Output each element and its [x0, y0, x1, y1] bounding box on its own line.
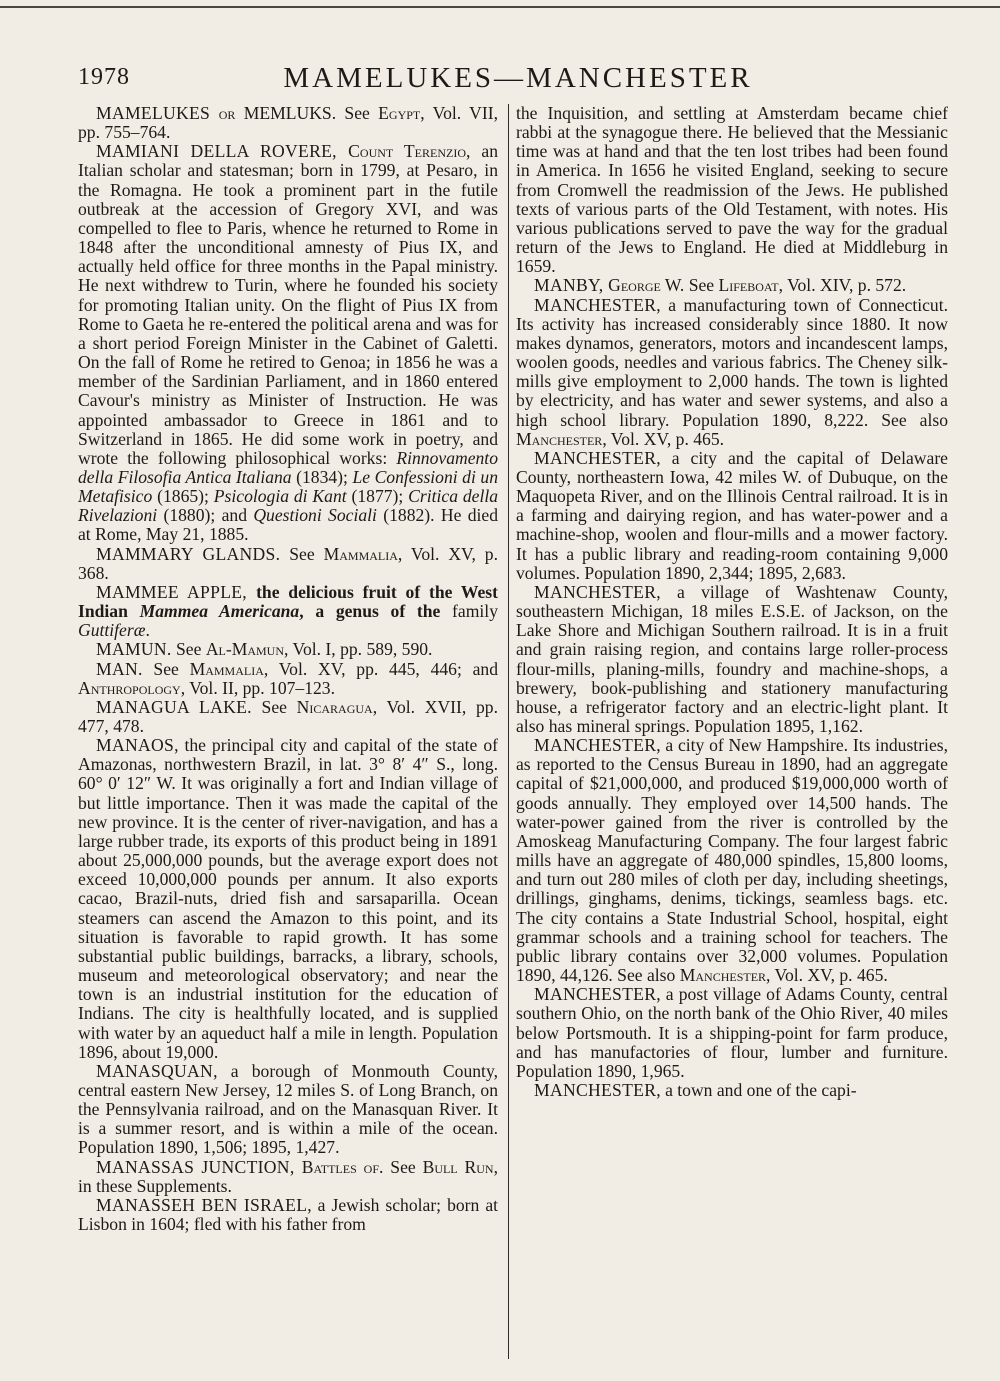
- entry-text: (1834);: [291, 466, 353, 487]
- entry-headword: MAMIANI DELLA ROVERE,: [96, 141, 349, 162]
- entry-headword: MAN.: [96, 658, 143, 679]
- entry-headword: MANCHESTER: [534, 294, 657, 315]
- entry-headword: MANASQUAN: [96, 1060, 214, 1081]
- entry-text: Battles of: [301, 1156, 379, 1177]
- entry-manasseh_cont: [516, 104, 948, 276]
- entry-text: , Vol. XV, pp. 445, 446; and: [263, 658, 498, 679]
- entry-text: Manchester: [679, 965, 767, 986]
- page-header: [78, 62, 958, 102]
- entry-headword: MAMMEE APPLE,: [96, 581, 257, 602]
- entry-text: , a Jewish scholar; born at Lisbon in 1604; fled with his father from: [78, 1194, 498, 1235]
- entry-managua: [78, 698, 498, 736]
- column-divider: [508, 104, 509, 1359]
- entry-text: , Vol. XVII, pp. 477, 478.: [78, 696, 498, 736]
- entry-mammary: [78, 545, 498, 583]
- left-column: [78, 104, 498, 1366]
- entry-headword: MANCHESTER: [534, 984, 657, 1005]
- entry-text: , Vol. XV, p. 368.: [78, 543, 498, 583]
- entry-mammee: [78, 583, 498, 640]
- entry-headword: MAMMARY GLANDS.: [96, 543, 281, 564]
- entry-mamiani: [78, 142, 498, 544]
- entry-text: See: [251, 696, 297, 717]
- entry-text: , the principal city and capital of the state of Amazonas, northwestern Brazil, in lat. 3° 8′ 4″ S., long. 60° 0′ 12″ W. It was originally a fort and Indian village of but little importance. Then it was made the capital of the new province. It is the center of river-navigation, and has a large rubber trade, its exports of this product being in 1891 about 25,000,000 pounds, but the average export does not exceed 10,000,000 pounds per annum. It also exports cacao, Brazil-nuts, dried fish and sarsaparilla. Ocean steamers can ascend the Amazon to this point, and its situation is favorable to rapid growth. It has some substantial public buildings, barracks, a library, schools, museum and meteorological observatory; and near the town is an industrial institution for the education of Indians. The city is healthfully located, and is supplied with water by an aqueduct half a mile in length. Population 1896, about 19,000.: [78, 735, 498, 1062]
- entry-manasseh: [78, 1196, 498, 1234]
- entry-manchester_ia: [516, 449, 948, 583]
- top-rule: [0, 6, 1000, 8]
- entry-text: , in these Supplements.: [78, 1156, 498, 1196]
- entry-manchester_last: [516, 1081, 948, 1100]
- entry-manchester_oh: [516, 985, 948, 1081]
- entry-headword: MAMELUKES: [96, 104, 219, 123]
- entry-text: Questioni Sociali: [253, 505, 377, 526]
- entry-manchester_mi: [516, 583, 948, 736]
- entry-text: (1882). He died at Rome, May 21, 1885.: [78, 505, 498, 545]
- entry-manchester_nh: [516, 736, 948, 985]
- entry-text: , a manufacturing town of Connecticut. Its activity has increased considerably since 1880. It now makes dynamos, generators, motors and incandescent lamps, woolen goods, needles and various fabrics. The Cheney silk-mills give employment to 2,000 hands. The town is lighted by electricity, and has water and sewer systems, and also a high school library. Population 1890, 8,222. See also: [516, 294, 948, 430]
- running-head: MAMELUKES—MANCHESTER: [283, 62, 753, 94]
- entry-text: See: [280, 543, 324, 564]
- entry-text: Psicologia di Kant: [213, 486, 347, 507]
- entry-text: the Inquisition, and settling at Amsterdam became chief rabbi at the synagogue there. He believed that the Messianic time was at hand and that the ten lost tribes had been found in America. In 1656 he visited England, seeking to secure from Cromwell the readmission of the Jews. He published texts of various parts of the Old Testament, with notes. His various publications served to pave the way for the gradual return of the Jews to England. He died at Middleburg in 1659.: [516, 104, 948, 277]
- entry-mamun: [78, 640, 498, 659]
- entry-text: Anthropology: [78, 677, 181, 698]
- entry-headword: MANCHESTER: [534, 1079, 657, 1100]
- entry-text: MEMLUKS. See: [235, 104, 379, 123]
- entry-text: Mammea Americana: [139, 601, 300, 622]
- entry-manassas: [78, 1158, 498, 1196]
- entry-manby: [516, 276, 948, 295]
- entry-text: , a post village of Adams County, central southern Ohio, on the north bank of the Ohio River, 40 miles below Portsmouth. It is a shipping-point for farm produce, and has manufactories of flour, lumber and furniture. Population 1890, 1,965.: [516, 984, 948, 1081]
- entry-headword: MANASSAS JUNCTION,: [96, 1156, 302, 1177]
- entry-text: Count Terenzio: [348, 141, 466, 162]
- entry-headword: MANAGUA LAKE.: [96, 696, 252, 717]
- entry-headword: MANAOS: [96, 735, 175, 756]
- entry-text: or: [218, 104, 236, 123]
- entry-text: Manchester: [516, 428, 603, 449]
- entry-headword: MANBY,: [534, 275, 609, 296]
- entry-text: See: [171, 639, 206, 660]
- entry-text: family: [440, 601, 498, 622]
- entry-headword: MANCHESTER: [534, 581, 657, 602]
- entry-text: George W.: [608, 275, 685, 296]
- entry-text: , a city of New Hampshire. Its industries, as reported to the Census Bureau in 1890, had an aggregate capital of $21,000,000, and produced $19,000,000 worth of goods annually. They employed over 14,500 hands. The water-power gained from the river is controlled by the Amoskeag Manufacturing Company. The four largest fabric mills have an aggregate of 480,000 spindles, 15,800 looms, and turn out 280 miles of cloth per day, including sheetings, drillings, ginghams, denims, tickings, seamless bags. etc. The city contains a State Industrial School, hospital, eight grammar schools and a training school for teachers. The public library contains over 32,000 volumes. Population 1890, 44,126. See also: [516, 735, 948, 986]
- entry-text: , Vol. VII, pp. 755–764.: [78, 104, 498, 143]
- entry-text: . See: [379, 1156, 423, 1177]
- entry-text: , Vol. XV, p. 465.: [766, 965, 888, 986]
- entry-text: (1880); and: [157, 505, 254, 526]
- entry-text: .: [145, 620, 150, 641]
- entry-text: Guttiferæ: [78, 620, 146, 641]
- entry-mamelukes: [78, 104, 498, 142]
- entry-text: Critica della Rivelazioni: [78, 486, 498, 526]
- entry-manchester_ct: [516, 296, 948, 449]
- entry-text: , a city and the capital of Delaware County, northeastern Iowa, 42 miles W. of Dubuque, on the Maquopeta River, and on the Illinois Central railroad. It is in a farming and dairying region, and has water-power and a machine-shop, woolen and flour-mills and a mower factory. It has a public library and reading-room containing 9,000 volumes. Population 1890, 2,344; 1895, 2,683.: [516, 447, 948, 583]
- entry-text: (1865);: [152, 486, 214, 507]
- entry-manaos: [78, 736, 498, 1062]
- right-column: [516, 104, 948, 1366]
- entry-text: , a borough of Monmouth County, central eastern New Jersey, 12 miles S. of Long Branch, on the Pennsylvania railroad, and on the Manasquan River. It is a summer resort, and is within a mile of the ocean. Population 1890, 1,506; 1895, 1,427.: [78, 1060, 498, 1158]
- entry-text: Rinnovamento della Filosofia Antica Italiana: [78, 447, 498, 487]
- entry-text: , Vol. II, pp. 107–123.: [180, 677, 335, 698]
- entry-text: the delicious fruit of the West Indian: [78, 581, 498, 622]
- entry-man: [78, 660, 498, 698]
- entry-text: Bull Run: [422, 1156, 494, 1177]
- entry-text: Al-Mamun: [205, 639, 285, 660]
- entry-text: Nicaragua: [296, 696, 373, 717]
- entry-manasquan: [78, 1062, 498, 1158]
- entry-text: (1877);: [346, 486, 409, 507]
- entry-text: Mammalia: [189, 658, 264, 679]
- entry-text: See: [684, 275, 719, 296]
- entry-headword: MANCHESTER: [534, 735, 657, 756]
- entry-text: See: [142, 658, 190, 679]
- entry-text: Mammalia: [323, 543, 398, 564]
- entry-text: , Vol. XV, p. 465.: [602, 428, 725, 449]
- entry-text: , a village of Washtenaw County, southeastern Michigan, 18 miles E.S.E. of Jackson, on the Lake Shore and Michigan Southern railroad. It is in a fruit and grain raising region, and contains large roller-process flour-mills, planing-mills, foundry and machine-shops, a brewery, book-publishing and stationery manufacturing house, a refrigerator factory and an electric-light plant. It also has mineral springs. Population 1895, 1,162.: [516, 581, 948, 736]
- page-number: 1978: [78, 64, 130, 90]
- entry-text: Le Confessioni di un Metafisico: [78, 466, 498, 507]
- entry-text: , an Italian scholar and statesman; born in 1799, at Pesaro, in the Romagna. He took a prominent part in the futile outbreak at the accession of Gregory XVI, and was compelled to flee to Paris, whence he returned to Rome in 1848 after the unconditional amnesty of Pius IX, and actually held office for three months in the Papal ministry. He next withdrew to Turin, where he founded his society for promoting Italian unity. On the flight of Pius IX from Rome to Gaeta he re-entered the political arena and was for a short period Foreign Minister in the Cabinet of Galetti. On the fall of Rome he retired to Genoa; in 1856 he was a member of the Sardinian Parliament, and in 1860 entered Cavour's ministry as Minister of Instruction. He was appointed ambassador to Greece in 1861 and to Switzerland in 1865. He did some work in poetry, and wrote the following philosophical works:: [78, 141, 498, 468]
- entry-headword: MANASSEH BEN ISRAEL: [96, 1194, 308, 1215]
- entry-headword: MANCHESTER: [534, 447, 657, 468]
- entry-text: , a town and one of the capi-: [656, 1079, 857, 1100]
- entry-text: Egypt: [378, 104, 421, 123]
- entry-text: , Vol. XIV, p. 572.: [778, 275, 907, 296]
- entry-headword: MAMUN.: [96, 639, 172, 660]
- entry-text: , Vol. I, pp. 589, 590.: [284, 639, 433, 660]
- entry-text: Lifeboat: [718, 275, 779, 296]
- entry-text: , a genus of the: [299, 601, 441, 622]
